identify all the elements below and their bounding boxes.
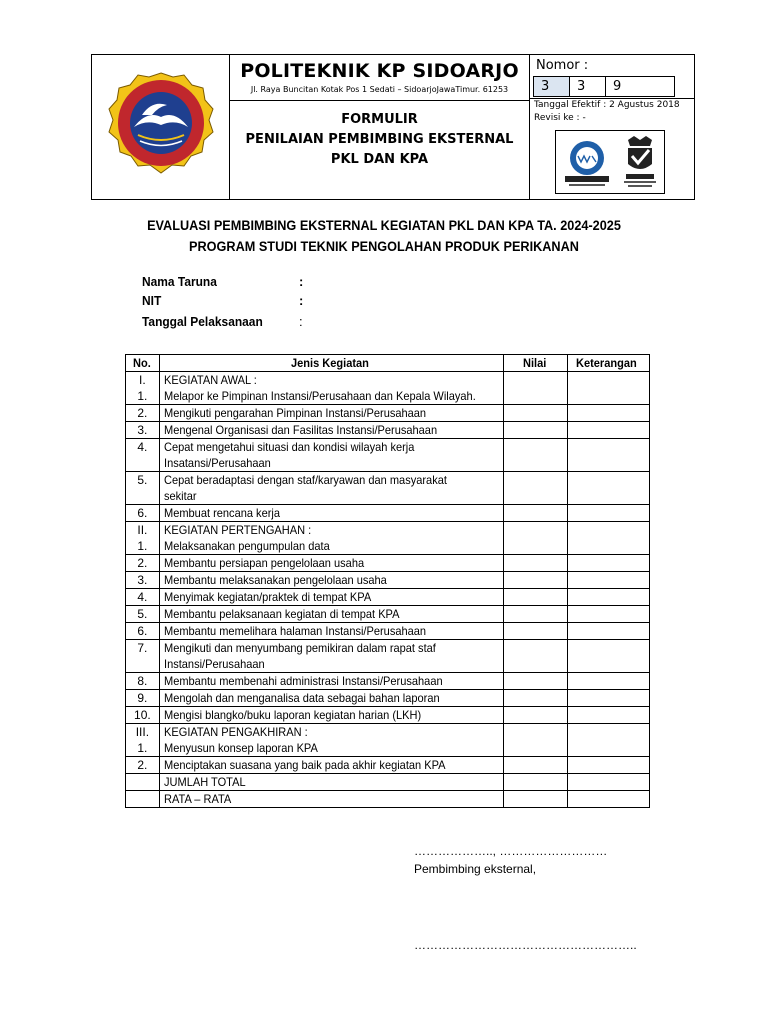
institution-name: POLITEKNIK KP SIDOARJO xyxy=(240,60,519,82)
document-info-cell xyxy=(530,55,694,199)
table-row xyxy=(126,439,650,472)
row-nilai-cell[interactable] xyxy=(503,505,568,522)
divider xyxy=(530,98,694,99)
row-number xyxy=(126,439,160,472)
table-row xyxy=(126,505,650,522)
row-number xyxy=(126,572,160,589)
row-activity xyxy=(159,572,503,589)
row-keterangan-cell[interactable] xyxy=(568,522,650,555)
row-activity xyxy=(159,791,503,808)
row-number xyxy=(126,623,160,640)
field-nit-label: NIT xyxy=(142,293,162,308)
row-nilai-cell[interactable] xyxy=(503,522,568,555)
header-nilai: Nilai xyxy=(503,355,568,372)
row-activity-line: Menyusun konsep laporan KPA xyxy=(163,741,318,755)
row-activity xyxy=(159,673,503,690)
row-number-line: 6. xyxy=(137,624,148,638)
table-row xyxy=(126,422,650,439)
row-nilai-cell[interactable] xyxy=(503,707,568,724)
row-number-line: 2. xyxy=(137,556,148,570)
row-keterangan-cell[interactable] xyxy=(568,422,650,439)
table-row xyxy=(126,774,650,791)
row-nilai-cell[interactable] xyxy=(503,422,568,439)
row-number xyxy=(126,505,160,522)
revisi: Revisi ke : - xyxy=(534,113,586,123)
row-number-line: 2. xyxy=(137,758,148,772)
row-number-line: 4. xyxy=(137,590,148,604)
table-row xyxy=(126,405,650,422)
row-keterangan-cell[interactable] xyxy=(568,606,650,623)
ukas-certification-icon xyxy=(620,134,660,190)
row-number-line: 1. xyxy=(137,741,148,755)
row-activity xyxy=(159,472,503,505)
table-row xyxy=(126,690,650,707)
row-keterangan-cell[interactable] xyxy=(568,372,650,405)
field-nit-colon: : xyxy=(299,293,304,308)
row-nilai-cell[interactable] xyxy=(503,472,568,505)
row-nilai-cell[interactable] xyxy=(503,690,568,707)
row-nilai-cell[interactable] xyxy=(503,623,568,640)
field-tanggal-label: Tanggal Pelaksanaan xyxy=(142,314,263,329)
row-activity-line: Mengolah dan menganalisa data sebagai bahan laporan xyxy=(163,691,440,705)
signature-name-line: ……………………………………………….. xyxy=(414,938,637,952)
table-row xyxy=(126,589,650,606)
title-cell xyxy=(230,55,530,199)
row-keterangan-cell[interactable] xyxy=(568,405,650,422)
header-keterangan: Keterangan xyxy=(568,355,650,372)
row-nilai-cell[interactable] xyxy=(503,439,568,472)
row-activity-line: Cepat beradaptasi dengan staf/karyawan dan masyarakat xyxy=(163,473,447,487)
table-header-row xyxy=(126,355,650,372)
form-header xyxy=(91,54,695,200)
nomor-box-1: 3 xyxy=(533,76,570,97)
table-row xyxy=(126,757,650,774)
nomor-box-3: 9 xyxy=(605,76,675,97)
signature-role: Pembimbing eksternal, xyxy=(414,862,537,876)
table-body xyxy=(126,372,650,808)
row-activity xyxy=(159,606,503,623)
table-row xyxy=(126,572,650,589)
row-number-line: 4. xyxy=(137,440,148,454)
row-number xyxy=(126,774,160,791)
table-row xyxy=(126,673,650,690)
row-number xyxy=(126,640,160,673)
row-activity-line: RATA – RATA xyxy=(163,792,232,806)
table-row xyxy=(126,724,650,757)
row-activity-line: Membuat rencana kerja xyxy=(163,506,280,520)
row-number-line: 1. xyxy=(137,539,148,553)
evaluation-table xyxy=(125,354,650,808)
row-keterangan-cell[interactable] xyxy=(568,724,650,757)
row-nilai-cell[interactable] xyxy=(503,589,568,606)
row-activity xyxy=(159,589,503,606)
table-row xyxy=(126,791,650,808)
row-nilai-cell[interactable] xyxy=(503,640,568,673)
row-activity-line: KEGIATAN PERTENGAHAN : xyxy=(163,523,312,537)
row-activity-line: Mengisi blangko/buku laporan kegiatan harian (LKH) xyxy=(163,708,421,722)
row-nilai-cell[interactable] xyxy=(503,405,568,422)
wqa-certification-icon xyxy=(561,136,613,188)
table-row xyxy=(126,623,650,640)
row-nilai-cell[interactable] xyxy=(503,791,568,808)
table-row xyxy=(126,640,650,673)
row-number xyxy=(126,372,160,405)
table-row xyxy=(126,707,650,724)
program-title: PROGRAM STUDI TEKNIK PENGOLAHAN PRODUK PERIKANAN xyxy=(189,239,579,254)
field-nama-taruna-label: Nama Taruna xyxy=(142,274,217,289)
row-activity-line: Mengenal Organisasi dan Fasilitas Instansi/Perusahaan xyxy=(163,423,437,437)
row-keterangan-cell[interactable] xyxy=(568,505,650,522)
row-number xyxy=(126,472,160,505)
row-number xyxy=(126,522,160,555)
row-number-line: 7. xyxy=(137,641,148,655)
logo-cell xyxy=(92,55,230,199)
form-title xyxy=(230,110,529,170)
row-number xyxy=(126,757,160,774)
row-activity xyxy=(159,623,503,640)
table-row xyxy=(126,555,650,572)
row-number-line: III. xyxy=(135,725,150,739)
row-keterangan-cell[interactable] xyxy=(568,774,650,791)
row-activity-line: KEGIATAN PENGAKHIRAN : xyxy=(163,725,308,739)
table-row xyxy=(126,522,650,555)
field-nama-taruna-colon: : xyxy=(299,274,304,289)
row-nilai-cell[interactable] xyxy=(503,774,568,791)
row-activity-line: Membantu membenahi administrasi Instansi/Perusahaan xyxy=(163,674,443,688)
row-nilai-cell[interactable] xyxy=(503,724,568,757)
row-activity-line: Mengikuti dan menyumbang pemikiran dalam rapat staf xyxy=(163,641,436,655)
row-number-line: 10. xyxy=(134,708,151,722)
row-keterangan-cell[interactable] xyxy=(568,690,650,707)
institution-address: Jl. Raya Buncitan Kotak Pos 1 Sedati – SidoarjoJawaTimur. 61253 xyxy=(250,85,509,94)
row-activity-line: Membantu pelaksanaan kegiatan di tempat KPA xyxy=(163,607,400,621)
row-number xyxy=(126,422,160,439)
row-number xyxy=(126,707,160,724)
row-activity xyxy=(159,707,503,724)
form-title-line3: PKL DAN KPA xyxy=(330,152,429,167)
row-number-line: 3. xyxy=(137,423,148,437)
row-activity xyxy=(159,690,503,707)
row-number-line: 5. xyxy=(137,473,148,487)
table-row xyxy=(126,372,650,405)
row-activity xyxy=(159,372,503,405)
header-jenis-kegiatan: Jenis Kegiatan xyxy=(159,355,503,372)
certification-logos xyxy=(555,130,665,194)
row-number-line: 3. xyxy=(137,573,148,587)
row-keterangan-cell[interactable] xyxy=(568,757,650,774)
row-activity-line: Mengikuti pengarahan Pimpinan Instansi/Perusahaan xyxy=(163,406,426,420)
row-number xyxy=(126,606,160,623)
institution-block xyxy=(230,55,529,101)
row-activity-line: Melapor ke Pimpinan Instansi/Perusahaan dan Kepala Wilayah. xyxy=(163,389,476,403)
row-number-line: II. xyxy=(137,523,148,537)
row-activity xyxy=(159,522,503,555)
row-activity-line: Membantu persiapan pengelolaan usaha xyxy=(163,556,364,570)
row-activity xyxy=(159,439,503,472)
row-activity-line: Membantu melaksanakan pengelolaan usaha xyxy=(163,573,387,587)
row-number-line xyxy=(126,791,159,807)
row-keterangan-cell[interactable] xyxy=(568,640,650,673)
row-activity xyxy=(159,757,503,774)
row-keterangan-cell[interactable] xyxy=(568,589,650,606)
row-number xyxy=(126,690,160,707)
row-activity-line: JUMLAH TOTAL xyxy=(163,775,246,789)
row-number-line: 9. xyxy=(137,691,148,705)
row-number-line: 2. xyxy=(137,406,148,420)
signature-place-date: ……………….., ……………………… xyxy=(414,844,608,858)
institution-logo-icon xyxy=(92,55,230,199)
row-activity-line: Membantu memelihara halaman Instansi/Perusahaan xyxy=(163,624,426,638)
form-title-line2: PENILAIAN PEMBIMBING EKSTERNAL xyxy=(245,132,514,147)
table-row xyxy=(126,606,650,623)
row-number xyxy=(126,589,160,606)
row-activity xyxy=(159,422,503,439)
row-number xyxy=(126,555,160,572)
row-keterangan-cell[interactable] xyxy=(568,791,650,808)
row-activity xyxy=(159,555,503,572)
nomor-boxes xyxy=(533,76,674,97)
row-keterangan-cell[interactable] xyxy=(568,623,650,640)
row-activity-line: KEGIATAN AWAL : xyxy=(163,373,257,387)
field-tanggal-colon: : xyxy=(299,314,303,329)
row-activity-line: Melaksanakan pengumpulan data xyxy=(163,539,330,553)
row-activity xyxy=(159,505,503,522)
row-number xyxy=(126,791,160,808)
row-nilai-cell[interactable] xyxy=(503,572,568,589)
row-keterangan-cell[interactable] xyxy=(568,472,650,505)
row-keterangan-cell[interactable] xyxy=(568,673,650,690)
row-number xyxy=(126,724,160,757)
row-number-line xyxy=(126,774,159,790)
evaluation-title: EVALUASI PEMBIMBING EKSTERNAL KEGIATAN PKL DAN KPA TA. 2024-2025 xyxy=(147,218,621,233)
row-number-line: 6. xyxy=(137,506,148,520)
row-activity-line: Menyimak kegiatan/praktek di tempat KPA xyxy=(163,590,371,604)
row-activity xyxy=(159,405,503,422)
row-number xyxy=(126,673,160,690)
row-keterangan-cell[interactable] xyxy=(568,572,650,589)
row-activity-line: Instansi/Perusahaan xyxy=(163,657,265,671)
header-no: No. xyxy=(126,355,160,372)
row-number-line: I. xyxy=(139,373,146,387)
row-nilai-cell[interactable] xyxy=(503,555,568,572)
form-title-line1: FORMULIR xyxy=(341,112,418,127)
row-keterangan-cell[interactable] xyxy=(568,707,650,724)
row-activity-line: Cepat mengetahui situasi dan kondisi wilayah kerja xyxy=(163,440,415,454)
row-nilai-cell[interactable] xyxy=(503,372,568,405)
table-row xyxy=(126,472,650,505)
tanggal-efektif: Tanggal Efektif : 2 Agustus 2018 xyxy=(534,100,680,110)
row-number-line: 8. xyxy=(137,674,148,688)
row-nilai-cell[interactable] xyxy=(503,673,568,690)
row-number-line: 1. xyxy=(137,389,148,403)
row-number xyxy=(126,405,160,422)
row-activity-line: Insatansi/Perusahaan xyxy=(163,456,271,470)
row-number-line: 5. xyxy=(137,607,148,621)
row-activity-line: Menciptakan suasana yang baik pada akhir kegiatan KPA xyxy=(163,758,446,772)
row-keterangan-cell[interactable] xyxy=(568,555,650,572)
row-activity xyxy=(159,724,503,757)
row-activity-line: sekitar xyxy=(163,489,197,503)
nomor-label: Nomor : xyxy=(536,58,589,73)
row-nilai-cell[interactable] xyxy=(503,606,568,623)
row-keterangan-cell[interactable] xyxy=(568,439,650,472)
row-activity xyxy=(159,774,503,791)
row-activity xyxy=(159,640,503,673)
nomor-box-2: 3 xyxy=(569,76,606,97)
row-nilai-cell[interactable] xyxy=(503,757,568,774)
